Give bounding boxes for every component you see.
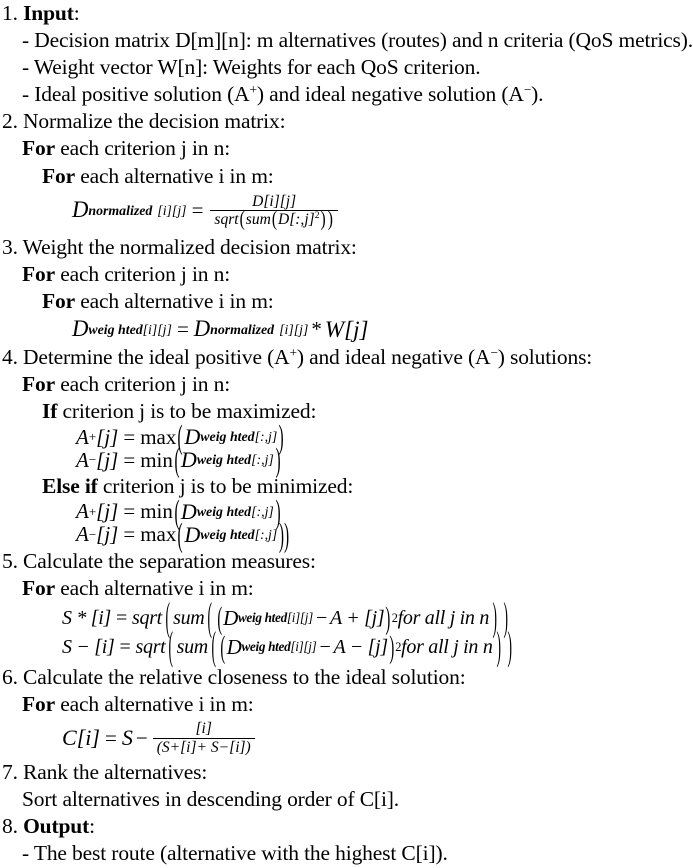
for-keyword: For bbox=[22, 691, 55, 716]
step-3-heading: 3. Weight the normalized decision matrix: bbox=[2, 234, 357, 259]
weighted-lhs-var: D bbox=[72, 316, 89, 342]
step-4-for-criterion bbox=[0, 371, 685, 398]
formula-a-minus-min: A − [j] = min ( D weig hted [:,j] ) bbox=[76, 441, 281, 479]
s-star-lhs: S * [i] bbox=[62, 607, 112, 630]
input-ideal-solutions bbox=[0, 81, 685, 108]
equals-sign: = bbox=[123, 424, 136, 449]
paren-open: ( bbox=[174, 493, 180, 531]
step-5-for-alternative bbox=[0, 575, 685, 602]
step-4-else-if-minimized bbox=[0, 473, 685, 500]
for-text: each alternative i in m: bbox=[74, 288, 274, 313]
paren-open-inner: ( bbox=[271, 208, 277, 232]
paren-close: ) bbox=[327, 208, 333, 232]
paren-close-inner: ) bbox=[320, 208, 326, 232]
a-plus-var: A bbox=[76, 424, 89, 449]
weighted-matrix-var: D bbox=[226, 634, 242, 659]
step-8-colon: : bbox=[89, 814, 95, 839]
a-minus-var: A bbox=[76, 522, 89, 547]
square-exponent: 2 bbox=[314, 210, 320, 222]
for-text: each criterion j in n: bbox=[54, 372, 231, 397]
ideal-positive-term: A + [j] bbox=[329, 607, 385, 630]
sum-function: sum bbox=[245, 211, 271, 229]
step-2-heading: 2. Normalize the decision matrix: bbox=[2, 109, 286, 134]
formula-s-minus: S − [i] = sqrt ( sum ( ( D weig hted [i][j] − A − [j] ) 2 for all j in n ) ) bbox=[62, 622, 512, 669]
min-function: min bbox=[140, 499, 173, 524]
weight-vector: W[j] bbox=[324, 316, 369, 343]
weighted-matrix-var: D bbox=[180, 498, 197, 524]
paren-close-sum: ) bbox=[492, 593, 497, 640]
step-8-output bbox=[0, 813, 685, 840]
paren-open-outer: ( bbox=[168, 622, 174, 669]
weighted-matrix-var: D bbox=[184, 424, 201, 450]
for-keyword: For bbox=[42, 163, 75, 188]
step-2-for-criterion bbox=[0, 135, 685, 162]
formula-normalize-lhs-var: D bbox=[72, 197, 89, 223]
paren-open: ( bbox=[239, 208, 245, 232]
step-3-for-criterion bbox=[0, 261, 685, 288]
step-5-heading: 5. Calculate the separation measures: bbox=[2, 548, 316, 573]
formula-a-plus-min: A + [j] = min ( D weig hted [:,j] ) bbox=[76, 493, 281, 531]
for-keyword: For bbox=[22, 372, 55, 397]
min-function: min bbox=[140, 447, 173, 472]
if-text: criterion j is to be maximized: bbox=[57, 399, 317, 424]
for-text: each criterion j in n: bbox=[54, 261, 231, 286]
step-6-for-alternative bbox=[0, 691, 685, 718]
step-4-text-a: 4. Determine the ideal positive (A bbox=[2, 345, 290, 370]
fraction-denominator bbox=[210, 208, 337, 232]
weighted-matrix-var: D bbox=[180, 447, 197, 473]
equals-sign: = bbox=[105, 725, 117, 750]
a-plus-var: A bbox=[76, 499, 89, 524]
a-minus-superscript: − bbox=[490, 345, 498, 361]
paren-close: ) bbox=[278, 418, 284, 456]
paren-close-inner: ) bbox=[389, 629, 394, 665]
step-4-heading bbox=[0, 344, 685, 371]
for-all-clause: for all j in n bbox=[401, 636, 493, 659]
ideal-text-b: ) and ideal negative solution (A bbox=[256, 82, 524, 107]
closeness-lhs: C[i] bbox=[62, 725, 100, 751]
normalize-fraction bbox=[210, 192, 337, 232]
step-4-text-c: ) solutions: bbox=[497, 345, 593, 370]
formula-weighted: D weig hted [i][j] = D normalized [i][j] * W[j] bbox=[72, 316, 369, 343]
paren-close-outer: ) bbox=[503, 593, 508, 640]
ideal-negative-term: A − [j] bbox=[333, 636, 388, 659]
paren-close: ) bbox=[275, 493, 281, 531]
for-text: each alternative i in m: bbox=[74, 163, 274, 188]
a-plus-superscript: + bbox=[249, 82, 257, 98]
a-plus-superscript: + bbox=[289, 345, 297, 361]
minus-sign: − bbox=[319, 636, 331, 659]
step-1-colon: : bbox=[73, 1, 80, 25]
output-best-route: - The best route (alternative with the highest C[i]). bbox=[22, 841, 448, 866]
step-2-for-alternative bbox=[0, 163, 685, 190]
matrix-column: D[:,j] bbox=[278, 211, 315, 229]
for-text: each alternative i in m: bbox=[54, 691, 254, 716]
for-all-clause: for all j in n bbox=[397, 607, 490, 630]
equals-sign: = bbox=[123, 447, 136, 472]
sum-function: sum bbox=[173, 607, 205, 630]
for-keyword: For bbox=[22, 136, 55, 161]
step-4-text-b: ) and ideal negative (A bbox=[296, 345, 491, 370]
minus-sign: − bbox=[135, 725, 148, 750]
for-text: each alternative i in m: bbox=[54, 575, 254, 600]
max-function: max bbox=[140, 424, 177, 449]
fraction-numerator: [i] bbox=[195, 720, 212, 738]
paren-open-sum: ( bbox=[211, 622, 216, 669]
input-weight-vector: - Weight vector W[n]: Weights for each QoS criterion. bbox=[22, 55, 481, 80]
input-decision-matrix: - Decision matrix D[m][n]: m alternatives (routes) and n criteria (QoS metrics). bbox=[22, 28, 693, 53]
paren-open: ( bbox=[177, 516, 183, 554]
else-if-text: criterion j is to be minimized: bbox=[97, 473, 354, 498]
step-7-heading: 7. Rank the alternatives: bbox=[2, 760, 208, 785]
for-text: each criterion j in n: bbox=[54, 136, 231, 161]
minus-sign: − bbox=[315, 607, 327, 630]
s-minus-lhs: S − [i] bbox=[62, 636, 115, 659]
step-4-if-maximized bbox=[0, 398, 685, 425]
sum-function: sum bbox=[176, 636, 208, 659]
formula-s-star: S * [i] = sqrt ( sum ( ( D weig hted [i][j] − A + [j] ) 2 for all j in n ) ) bbox=[62, 593, 508, 640]
step-1-label: Input bbox=[23, 1, 74, 25]
paren-close-sum: ) bbox=[495, 622, 501, 669]
for-keyword: For bbox=[42, 288, 75, 313]
multiply-sign: * bbox=[311, 317, 322, 342]
for-keyword: For bbox=[22, 575, 55, 600]
max-function: max bbox=[140, 522, 177, 547]
weighted-rhs-var: D bbox=[193, 316, 211, 342]
paren-open-inner: ( bbox=[220, 629, 226, 665]
ideal-text-c: ). bbox=[531, 82, 544, 107]
else-if-keyword: Else if bbox=[42, 473, 98, 498]
equals-sign: = bbox=[119, 636, 131, 659]
sqrt-function: sqrt bbox=[132, 607, 162, 630]
paren-open: ( bbox=[177, 418, 183, 456]
for-keyword: For bbox=[22, 261, 55, 286]
a-plus-index: [j] bbox=[96, 499, 119, 524]
equals-sign: = bbox=[191, 198, 204, 223]
step-7-sort-instruction: Sort alternatives in descending order of C[i]. bbox=[22, 787, 400, 812]
fraction-numerator: D[i][j] bbox=[252, 192, 297, 210]
closeness-fraction bbox=[153, 721, 255, 755]
step-3-for-alternative bbox=[0, 288, 685, 315]
paren-open-sum: ( bbox=[207, 593, 213, 640]
paren-close: ) bbox=[275, 441, 281, 479]
fraction-denominator: (S+[i]+ S−[i]) bbox=[153, 738, 255, 756]
formula-a-minus-max: A − [j] = max ( D weig hted [:,j] )) bbox=[76, 516, 290, 554]
sqrt-function: sqrt bbox=[214, 211, 239, 229]
equals-sign: = bbox=[116, 607, 128, 630]
step-8-label: Output bbox=[23, 814, 90, 839]
weighted-matrix-var: D bbox=[184, 521, 201, 547]
formula-a-plus-max: A + [j] = max ( D weig hted [:,j] ) bbox=[76, 418, 284, 456]
a-minus-index: [j] bbox=[96, 522, 119, 547]
step-1-number: 1. bbox=[2, 1, 18, 25]
if-keyword: If bbox=[42, 399, 58, 424]
weighted-matrix-var: D bbox=[223, 605, 238, 630]
separation-var: S bbox=[121, 725, 133, 751]
step-6-heading: 6. Calculate the relative closeness to the ideal solution: bbox=[2, 664, 466, 689]
paren-open: ( bbox=[174, 441, 180, 479]
step-8-number: 8. bbox=[2, 814, 18, 839]
equals-sign: = bbox=[123, 499, 136, 524]
a-minus-var: A bbox=[76, 447, 89, 472]
step-1-input bbox=[0, 0, 685, 27]
equals-sign: = bbox=[123, 522, 136, 547]
ideal-text-a: - Ideal positive solution (A bbox=[22, 82, 250, 107]
sqrt-function: sqrt bbox=[135, 636, 166, 659]
paren-open-inner: ( bbox=[217, 600, 222, 636]
a-minus-index: [j] bbox=[96, 447, 119, 472]
formula-normalize: D normalized [i][j] = $\frac{D[i][j]}{sqrt(sum(D[:,j]^2) )}$ bbox=[0, 194, 685, 228]
formula-closeness bbox=[0, 721, 685, 755]
paren-open-outer: ( bbox=[165, 593, 170, 640]
paren-close-inner: ) bbox=[385, 600, 391, 636]
equals-sign: = bbox=[176, 317, 189, 342]
paren-close-outer: ) bbox=[507, 622, 512, 669]
paren-close: )) bbox=[279, 516, 290, 554]
a-plus-index: [j] bbox=[96, 424, 119, 449]
a-minus-superscript: − bbox=[523, 82, 532, 98]
